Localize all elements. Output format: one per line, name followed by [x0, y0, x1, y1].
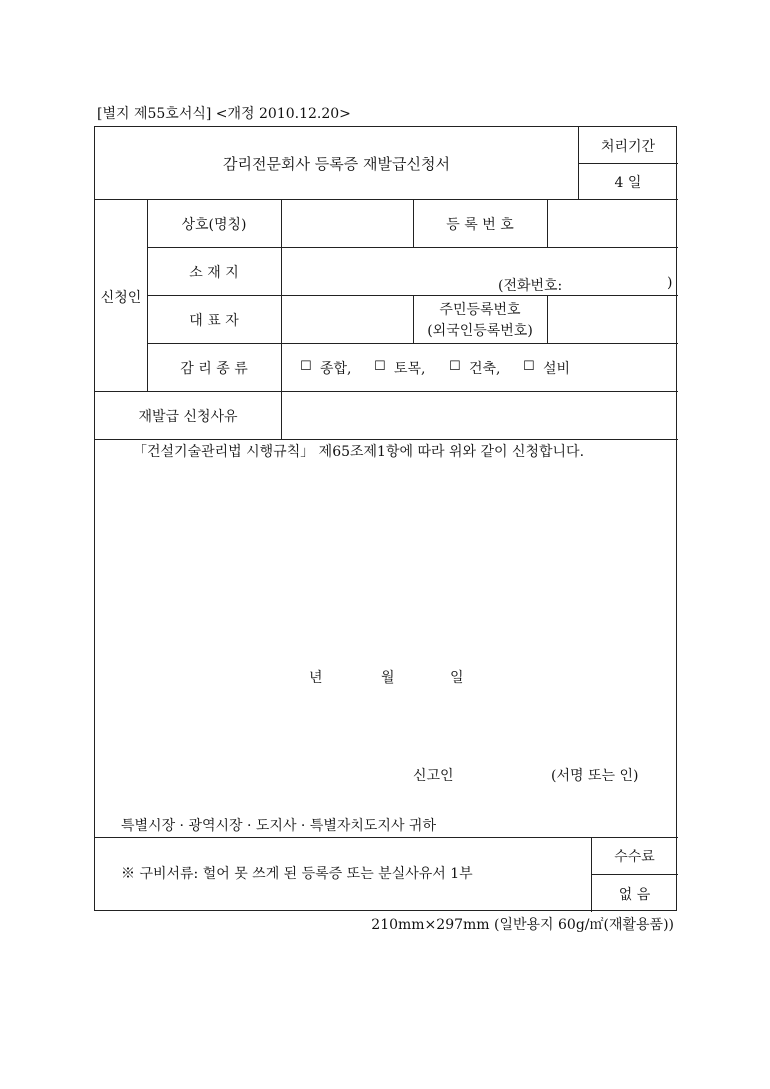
- checkbox-civil[interactable]: ☐: [374, 359, 386, 374]
- processing-period-value: 4 일: [614, 175, 642, 191]
- addressee: 특별시장 · 광역시장 · 도지사 · 특별자치도지사 귀하: [121, 818, 436, 834]
- month-label: 월: [381, 670, 395, 686]
- divider: [95, 391, 678, 392]
- representative-label: 대 표 자: [189, 313, 239, 329]
- checkbox-label: 설비: [543, 361, 571, 377]
- signature-label: (서명 또는 인): [551, 768, 639, 784]
- phone-close-paren: ): [667, 275, 673, 291]
- divider: [95, 439, 678, 440]
- applicant-section-label: 신청인: [100, 290, 142, 306]
- checkbox-label: 건축,: [469, 361, 501, 377]
- checkbox-comprehensive[interactable]: ☐: [300, 359, 312, 374]
- resident-number-label: 주민등록번호: [439, 302, 521, 318]
- phone-label: (전화번호:: [498, 278, 563, 294]
- application-form: [94, 126, 677, 911]
- divider: [281, 199, 282, 439]
- processing-period-label: 처리기간: [600, 139, 656, 155]
- trade-name-label: 상호(명칭): [181, 217, 247, 233]
- registration-number-label: 등 록 번 호: [446, 217, 514, 233]
- checkbox-architecture[interactable]: ☐: [449, 359, 461, 374]
- supervision-type-label: 감 리 종 류: [180, 361, 248, 377]
- day-label: 일: [450, 670, 464, 686]
- divider: [547, 199, 548, 247]
- paper-spec: 210mm×297mm (일반용지 60g/㎡(재활용품)): [371, 917, 674, 933]
- checkbox-facilities[interactable]: ☐: [523, 359, 535, 374]
- fee-label: 수수료: [614, 849, 655, 865]
- year-label: 년: [309, 670, 323, 686]
- checkbox-label: 종합,: [320, 361, 352, 377]
- form-title: 감리전문회사 등록증 재발급신청서: [223, 155, 450, 173]
- address-label: 소 재 지: [189, 265, 239, 281]
- divider: [578, 163, 678, 164]
- applicant-signer-label: 신고인: [413, 768, 454, 784]
- divider: [147, 343, 678, 344]
- checkbox-label: 토목,: [394, 361, 426, 377]
- divider: [591, 874, 678, 875]
- required-documents: ※ 구비서류: 헐어 못 쓰게 된 등록증 또는 분실사유서 1부: [121, 866, 473, 882]
- divider: [547, 295, 548, 343]
- form-number-label: [별지 제55호서식] <개정 2010.12.20>: [97, 106, 351, 122]
- foreigner-number-label: (외국인등록번호): [427, 323, 533, 339]
- fee-value: 없 음: [618, 887, 651, 903]
- reissue-reason-label: 재발급 신청사유: [138, 409, 238, 425]
- divider: [147, 247, 678, 248]
- statement-text: 「건설기술관리법 시행규칙」 제65조제1항에 따라 위와 같이 신청합니다.: [133, 444, 585, 460]
- divider: [95, 199, 678, 200]
